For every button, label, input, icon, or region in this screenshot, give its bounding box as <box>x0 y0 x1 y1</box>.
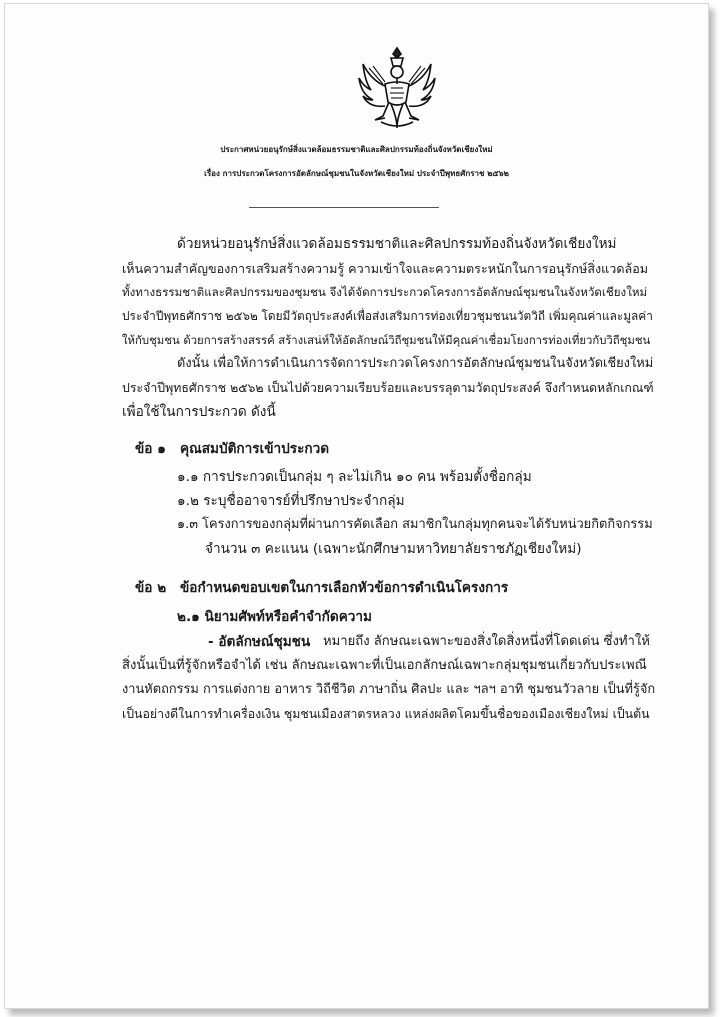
intro-line: เพื่อใช้ในการประกวด ดังนี้ <box>122 404 276 420</box>
section1-item: ๑.๒ ระบุชื่ออาจารย์ที่ปรึกษาประจำกลุ่ม <box>177 493 405 509</box>
title-divider <box>249 207 439 208</box>
document-title-line1: ประกาศหน่วยอนุรักษ์สิ่งแวดล้อมธรรมชาติและศิลปกรรมท้องถิ่นจังหวัดเชียงใหม่ <box>220 145 493 154</box>
intro-line: ประจำปีพุทธศักราช ๒๕๖๒ โดยมีวัตถุประสงค์เพื่อส่งเสริมการท่องเที่ยวชุมชนนวัตวิถี เพิ่มคุณค่าและมูลค่า <box>122 309 653 323</box>
section1-item: ๑.๑ การประกวดเป็นกลุ่ม ๆ ละไม่เกิน ๑๐ คน พร้อมตั้งชื่อกลุ่ม <box>177 469 532 485</box>
document-title-line2: เรื่อง การประกวดโครงการอัตลักษณ์ชุมชนในจังหวัดเชียงใหม่ ประจำปีพุทธศักราช ๒๕๖๒ <box>204 169 509 178</box>
definition-line: เป็นอย่างดีในการทำเครื่องเงิน ชุมชนเมืองสาตรหลวง แหล่งผลิตโคมขึ้นชื่อของเมืองเชียงใหม่ เป็นต้น <box>122 707 650 721</box>
intro-line: ให้กับชุมชน ด้วยการสร้างสรรค์ สร้างเสน่ห์ให้อัตลักษณ์วิถีชุมชนให้มีคุณค่าเชื่อมโยงการท่องเที่ยวกับวิถีชุมชน <box>122 333 651 347</box>
section2-number: ข้อ ๒ <box>135 580 167 596</box>
section2-subheading: ๒.๑ นิยามศัพท์หรือคำจำกัดความ <box>177 609 373 625</box>
garuda-emblem-icon <box>355 44 439 134</box>
section2-heading: ข้อกำหนดขอบเขตในการเลือกหัวข้อการดำเนินโครงการ <box>180 580 509 596</box>
definition-line: งานหัตถกรรม การแต่งกาย อาหาร วิถีชีวิต ภาษาถิ่น ศิลปะ และ ฯลฯ อาทิ ชุมชนวัวลาย เป็นที่รู้จัก <box>122 682 656 697</box>
intro-line: ประจำปีพุทธศักราช ๒๕๖๒ เป็นไปด้วยความเรียบร้อยและบรรลุตามวัตถุประสงค์ จึงกำหนดหลักเกณฑ์ <box>122 381 654 395</box>
definition-start: หมายถึง ลักษณะเฉพาะของสิ่งใดสิ่งหนึ่งที่โดดเด่น ซึ่งทำให้ <box>323 634 650 649</box>
document-page <box>4 3 709 1009</box>
section1-item3-cont: จำนวน ๓ คะแนน (เฉพาะนักศึกษามหาวิทยาลัยราชภัฏเชียงใหม่) <box>205 541 582 557</box>
term-label: - อัตลักษณ์ชุมชน <box>208 634 311 650</box>
intro-line: ทั้งทางธรรมชาติและศิลปกรรมของชุมชน จึงได้จัดการประกวดโครงการอัตลักษณ์ชุมชนในจังหวัดเชียงใหม่ <box>122 285 648 299</box>
section1-item: ๑.๓ โครงการของกลุ่มที่ผ่านการคัดเลือก สมาชิกในกลุ่มทุกคนจะได้รับหน่วยกิตกิจกรรม <box>177 517 653 532</box>
intro-line: ดังนั้น เพื่อให้การดำเนินการจัดการประกวดโครงการอัตลักษณ์ชุมชนในจังหวัดเชียงใหม่ <box>177 356 654 371</box>
section1-heading: คุณสมบัติการเข้าประกวด <box>180 441 330 457</box>
definition-line: สิ่งนั้นเป็นที่รู้จักหรือจำได้ เช่น ลักษณะเฉพาะที่เป็นเอกลักษณ์เฉพาะกลุ่มชุมชนเกี่ยวกับประเพณี <box>122 658 647 673</box>
intro-line: เห็นความสำคัญของการเสริมสร้างความรู้ ความเข้าใจและความตระหนักในการอนุรักษ์สิ่งแวดล้อม <box>122 261 649 276</box>
intro-line: ด้วยหน่วยอนุรักษ์สิ่งแวดล้อมธรรมชาติและศิลปกรรมท้องถิ่นจังหวัดเชียงใหม่ <box>177 236 617 252</box>
section1-number: ข้อ ๑ <box>135 441 166 457</box>
